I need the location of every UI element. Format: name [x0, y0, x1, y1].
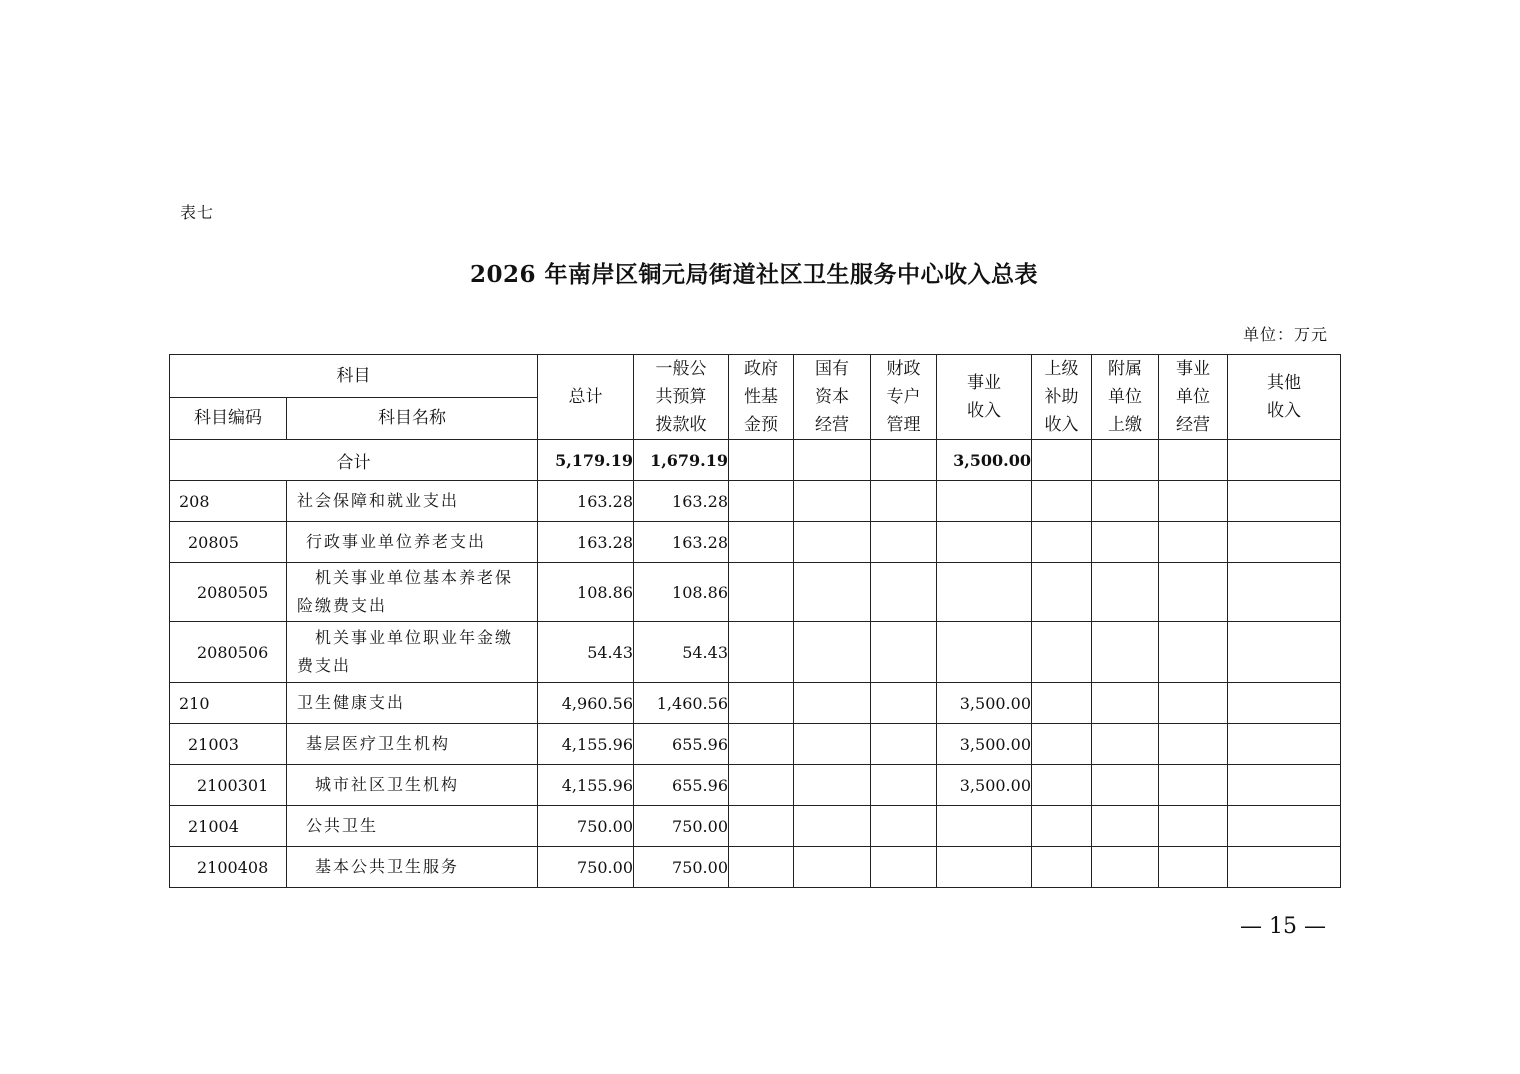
total-cell: 163.28: [538, 522, 634, 563]
empty-cell: [1032, 847, 1092, 888]
empty-cell: [871, 440, 937, 481]
subject-code: 21004: [170, 806, 287, 847]
header-row-1: [170, 355, 1341, 398]
header-name: 科目名称: [287, 397, 538, 440]
subject-code: 2080505: [170, 563, 287, 622]
empty-cell: [794, 522, 871, 563]
empty-cell: [729, 563, 794, 622]
empty-cell: [794, 622, 871, 683]
header-line: 性基: [744, 387, 778, 407]
business-income-cell: 3,500.00: [937, 765, 1032, 806]
empty-cell: [1228, 765, 1341, 806]
subject-code: 2100408: [170, 847, 287, 888]
empty-cell: [1159, 847, 1228, 888]
table-row: [170, 481, 1341, 522]
subject-name: [287, 622, 538, 683]
empty-cell: [729, 622, 794, 683]
unit-label: 单位：万元: [1242, 325, 1328, 344]
header-code: 科目编码: [170, 397, 287, 440]
subject-name: [287, 563, 538, 622]
empty-cell: [729, 440, 794, 481]
header-line: 拨款收: [655, 415, 707, 435]
general-budget-cell: 750.00: [634, 806, 729, 847]
general-budget-cell: 1,460.56: [634, 683, 729, 724]
empty-cell: [1092, 683, 1159, 724]
empty-cell: [871, 683, 937, 724]
table-row: [170, 806, 1341, 847]
page-number: — 15 —: [1240, 914, 1326, 939]
empty-cell: [794, 765, 871, 806]
header-line: 单位: [1108, 387, 1142, 407]
empty-cell: [1032, 440, 1092, 481]
empty-cell: [729, 481, 794, 522]
total-label: 合计: [170, 440, 538, 481]
empty-cell: [794, 683, 871, 724]
header-business-income: [937, 355, 1032, 440]
header-line: 专户: [886, 387, 921, 407]
header-line: 金预: [744, 415, 778, 435]
empty-cell: [1159, 683, 1228, 724]
empty-cell: [729, 806, 794, 847]
total-cell: 163.28: [538, 481, 634, 522]
business-income-cell: [937, 806, 1032, 847]
empty-cell: [1228, 622, 1341, 683]
empty-cell: [1228, 481, 1341, 522]
header-line: 政府: [744, 359, 778, 379]
empty-cell: [794, 481, 871, 522]
header-line: 事业: [967, 373, 1001, 393]
table-row: [170, 724, 1341, 765]
empty-cell: [1159, 765, 1228, 806]
subject-code: 2080506: [170, 622, 287, 683]
empty-cell: [1228, 440, 1341, 481]
empty-cell: [1032, 622, 1092, 683]
business-income-cell: [937, 847, 1032, 888]
subject-code: 21003: [170, 724, 287, 765]
empty-cell: [1032, 765, 1092, 806]
header-line: 单位: [1176, 387, 1210, 407]
total-cell: 5,179.19: [538, 440, 634, 481]
table-row: [170, 847, 1341, 888]
name-line: 费支出: [297, 656, 352, 675]
income-summary-table: [169, 354, 1341, 888]
general-budget-cell: 655.96: [634, 765, 729, 806]
empty-cell: [1159, 481, 1228, 522]
header-line: 共预算: [655, 387, 707, 407]
empty-cell: [1092, 622, 1159, 683]
empty-cell: [794, 563, 871, 622]
empty-cell: [1032, 522, 1092, 563]
header-line: 补助: [1044, 387, 1079, 407]
empty-cell: [871, 724, 937, 765]
general-budget-cell: 163.28: [634, 481, 729, 522]
subject-name: 卫生健康支出: [287, 683, 538, 724]
business-income-cell: 3,500.00: [937, 440, 1032, 481]
header-gov-fund: [729, 355, 794, 440]
empty-cell: [1092, 806, 1159, 847]
subject-code: 210: [170, 683, 287, 724]
empty-cell: [1092, 440, 1159, 481]
header-state-capital: [794, 355, 871, 440]
empty-cell: [871, 847, 937, 888]
header-line: 管理: [886, 415, 921, 435]
general-budget-cell: 108.86: [634, 563, 729, 622]
table-row: [170, 765, 1341, 806]
empty-cell: [1228, 847, 1341, 888]
empty-cell: [1092, 724, 1159, 765]
empty-cell: [871, 481, 937, 522]
empty-cell: [729, 683, 794, 724]
empty-cell: [1032, 806, 1092, 847]
header-business-operation: [1159, 355, 1228, 440]
header-line: 一般公: [655, 359, 707, 379]
total-cell: 4,155.96: [538, 724, 634, 765]
business-income-cell: [937, 481, 1032, 522]
table-number: 表七: [180, 203, 215, 222]
empty-cell: [871, 806, 937, 847]
total-cell: 108.86: [538, 563, 634, 622]
header-line: 资本: [815, 387, 849, 407]
subject-name: 行政事业单位养老支出: [287, 522, 538, 563]
general-budget-cell: 750.00: [634, 847, 729, 888]
empty-cell: [871, 522, 937, 563]
empty-cell: [729, 522, 794, 563]
total-cell: 4,155.96: [538, 765, 634, 806]
header-line: 经营: [1176, 415, 1210, 435]
empty-cell: [1032, 724, 1092, 765]
table-row: [170, 622, 1341, 683]
empty-cell: [1032, 683, 1092, 724]
header-general-budget: [634, 355, 729, 440]
empty-cell: [1092, 481, 1159, 522]
header-line: 事业: [1176, 359, 1210, 379]
subject-name: 社会保障和就业支出: [287, 481, 538, 522]
empty-cell: [794, 440, 871, 481]
header-line: 附属: [1108, 359, 1142, 379]
empty-cell: [794, 847, 871, 888]
business-income-cell: 3,500.00: [937, 683, 1032, 724]
header-line: 国有: [815, 359, 849, 379]
business-income-cell: [937, 622, 1032, 683]
subject-name: 公共卫生: [287, 806, 538, 847]
general-budget-cell: 1,679.19: [634, 440, 729, 481]
header-other-income: [1228, 355, 1341, 440]
empty-cell: [1032, 563, 1092, 622]
header-line: 上缴: [1108, 415, 1142, 435]
subject-name: 基本公共卫生服务: [287, 847, 538, 888]
empty-cell: [1092, 847, 1159, 888]
name-line: 险缴费支出: [297, 596, 388, 615]
empty-cell: [1159, 563, 1228, 622]
empty-cell: [1032, 481, 1092, 522]
header-fiscal-special: [871, 355, 937, 440]
empty-cell: [1228, 522, 1341, 563]
total-cell: 750.00: [538, 847, 634, 888]
total-cell: 4,960.56: [538, 683, 634, 724]
empty-cell: [794, 806, 871, 847]
subject-code: 2100301: [170, 765, 287, 806]
total-row: [170, 440, 1341, 481]
empty-cell: [1228, 806, 1341, 847]
empty-cell: [1159, 724, 1228, 765]
header-line: 上级: [1044, 359, 1079, 379]
header-line: 收入: [1044, 415, 1079, 435]
empty-cell: [1159, 522, 1228, 563]
general-budget-cell: 163.28: [634, 522, 729, 563]
table-row: [170, 563, 1341, 622]
general-budget-cell: 54.43: [634, 622, 729, 683]
empty-cell: [1228, 683, 1341, 724]
header-total: 总计: [538, 355, 634, 440]
general-budget-cell: 655.96: [634, 724, 729, 765]
business-income-cell: [937, 563, 1032, 622]
empty-cell: [1092, 563, 1159, 622]
empty-cell: [871, 622, 937, 683]
empty-cell: [1159, 806, 1228, 847]
name-line: [297, 624, 531, 652]
empty-cell: [1159, 622, 1228, 683]
total-cell: 750.00: [538, 806, 634, 847]
business-income-cell: 3,500.00: [937, 724, 1032, 765]
header-line: 其他: [1267, 373, 1301, 393]
empty-cell: [729, 847, 794, 888]
empty-cell: [1228, 724, 1341, 765]
empty-cell: [1159, 440, 1228, 481]
subject-code: 20805: [170, 522, 287, 563]
empty-cell: [794, 724, 871, 765]
name-text: 机关事业单位职业年金缴: [315, 628, 514, 647]
page-title: 2026 年南岸区铜元局街道社区卫生服务中心收入总表: [469, 261, 1039, 288]
name-line: [297, 564, 531, 592]
header-superior-subsidy: [1032, 355, 1092, 440]
name-text: 机关事业单位基本养老保: [315, 568, 514, 587]
subject-name: 基层医疗卫生机构: [287, 724, 538, 765]
header-subject: 科目: [170, 355, 538, 398]
empty-cell: [1092, 765, 1159, 806]
business-income-cell: [937, 522, 1032, 563]
table-row: [170, 683, 1341, 724]
header-line: 收入: [967, 401, 1001, 421]
empty-cell: [729, 765, 794, 806]
header-line: 财政: [886, 359, 921, 379]
subject-name: 城市社区卫生机构: [287, 765, 538, 806]
empty-cell: [1092, 522, 1159, 563]
subject-code: 208: [170, 481, 287, 522]
empty-cell: [1228, 563, 1341, 622]
header-line: 经营: [815, 415, 849, 435]
empty-cell: [729, 724, 794, 765]
empty-cell: [871, 765, 937, 806]
header-line: 收入: [1267, 401, 1301, 421]
empty-cell: [871, 563, 937, 622]
total-cell: 54.43: [538, 622, 634, 683]
header-affiliated: [1092, 355, 1159, 440]
table-row: [170, 522, 1341, 563]
